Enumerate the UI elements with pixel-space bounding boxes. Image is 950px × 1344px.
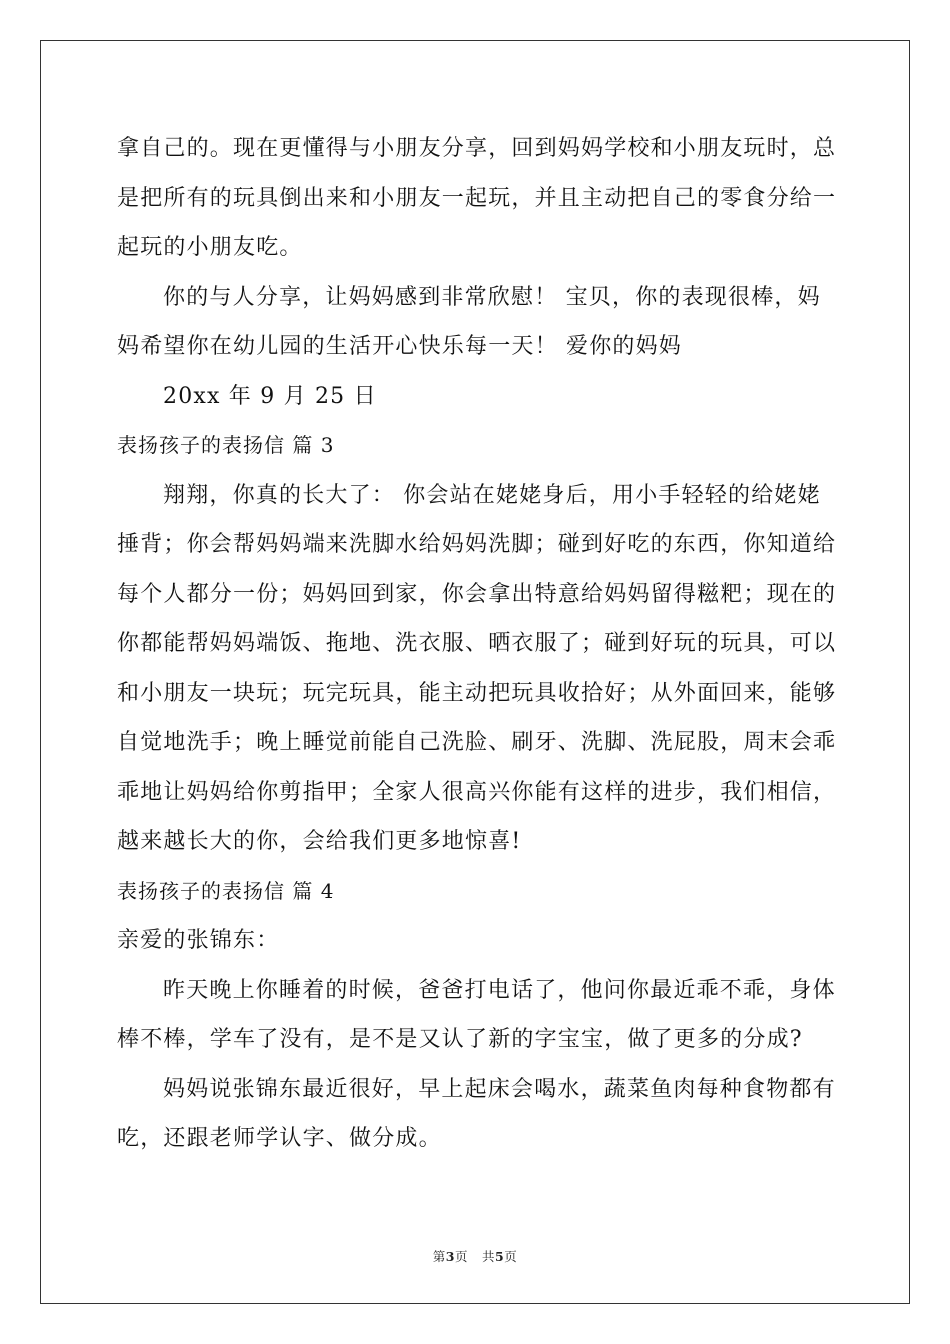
- date-line: 20xx 年 9 月 25 日: [163, 383, 377, 409]
- footer-current-page: 3: [445, 1249, 455, 1264]
- section-heading-4: 表扬孩子的表扬信 篇 4: [117, 878, 335, 903]
- footer-page-word: 页: [454, 1249, 468, 1264]
- paragraph-4: 昨天晚上你睡着的时候，爸爸打电话了，他问你最近乖不乖，身体棒不棒，学车了没有，是不是又认了新的字宝宝，做了更多的分成?: [117, 977, 836, 1052]
- footer-total-pages: 5: [495, 1249, 505, 1264]
- page-footer: [0, 1247, 950, 1265]
- footer-total-prefix: 共: [482, 1249, 496, 1264]
- section-heading-3: 表扬孩子的表扬信 篇 3: [117, 433, 335, 457]
- paragraph-5: 妈妈说张锦东最近很好，早上起床会喝水，蔬菜鱼肉每种食物都有吃，还跟老师学认字、做分成。: [117, 1076, 836, 1151]
- footer-prefix: 第: [432, 1249, 446, 1264]
- document-body: [117, 124, 837, 1164]
- salutation: 亲爱的张锦东：: [117, 928, 280, 953]
- paragraph-1: 拿自己的。现在更懂得与小朋友分享，回到妈妈学校和小朋友玩时，总是把所有的玩具倒出来和小朋友一起玩，并且主动把自己的零食分给一起玩的小朋友吃。: [117, 136, 837, 260]
- footer-total-suffix: 页: [504, 1249, 518, 1264]
- paragraph-2: 你的与人分享，让妈妈感到非常欣慰！ 宝贝，你的表现很棒，妈妈希望你在幼儿园的生活开心快乐每一天！ 爱你的妈妈: [117, 284, 821, 359]
- paragraph-3: 翔翔，你真的长大了： 你会站在姥姥身后，用小手轻轻的给姥姥捶背；你会帮妈妈端来洗脚水给妈妈洗脚；碰到好吃的东西，你知道给每个人都分一份；妈妈回到家，你会拿出特意给妈妈留得糍粑；现在的你都能帮妈妈端饭、拖地、洗衣服、晒衣服了；碰到好玩的玩具，可以和小朋友一块玩；玩完玩具，能主动把玩具收拾好；从外面回来，能够自觉地洗手；晚上睡觉前能自己洗脸、刷牙、洗脚、洗屁股，周末会乖乖地让妈妈给你剪指甲；全家人很高兴你能有这样的进步，我们相信，越来越长大的你，会给我们更多地惊喜!: [117, 482, 837, 854]
